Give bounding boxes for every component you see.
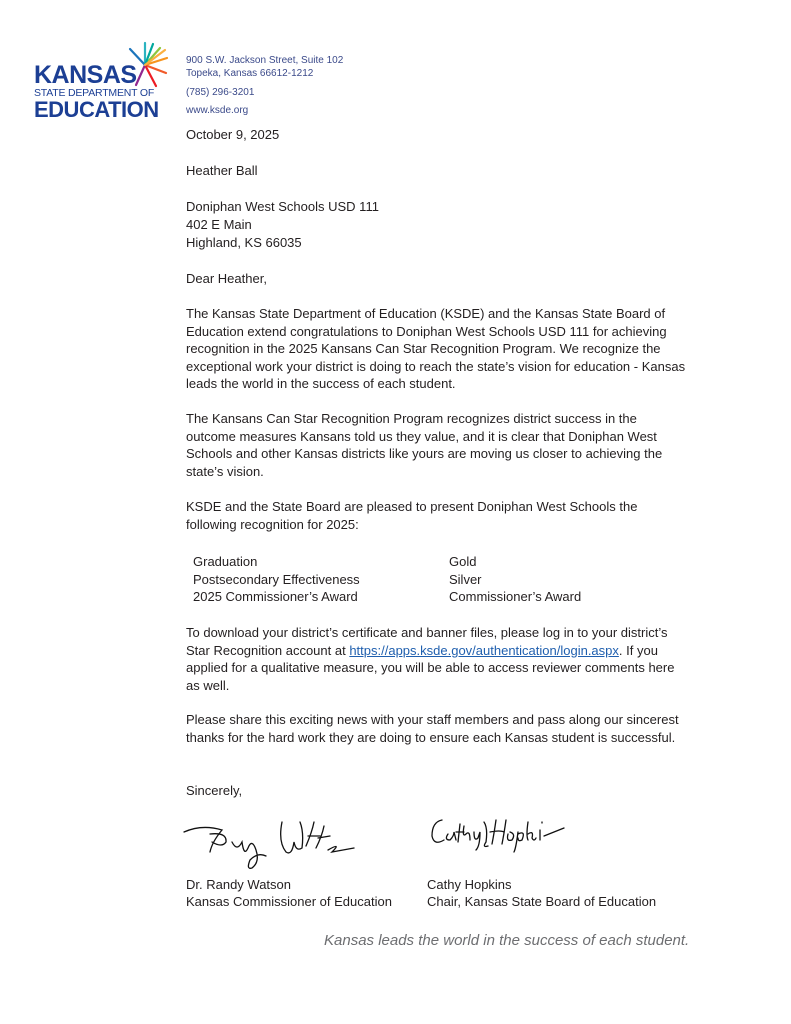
phone-number: (785) 296-3201 (186, 87, 255, 98)
website-link[interactable]: www.ksde.org (186, 105, 249, 116)
signer-1-title: Kansas Commissioner of Education (186, 894, 392, 909)
paragraph-4 (186, 624, 686, 694)
recognition-award: Commissioner’s Award (449, 589, 582, 604)
signer-1-name: Dr. Randy Watson (186, 877, 292, 892)
paragraph-3: KSDE and the State Board are pleased to present Doniphan West Schools the following recognition for 2025: (186, 499, 638, 532)
logo-kansas-text: KANSAS (34, 61, 137, 89)
recipient-city: Highland, KS 66035 (186, 235, 302, 250)
paragraph-5: Please share this exciting news with your staff members and pass along our sincerest thanks for the hard work they are doing to ensure each Kansas student is successful. (186, 712, 679, 745)
recognition-award: Gold (449, 554, 477, 569)
signer-2-name: Cathy Hopkins (427, 877, 512, 892)
login-link[interactable]: https://apps.ksde.gov/authentication/login.aspx (349, 642, 619, 658)
logo-state-dept-text: STATE DEPARTMENT OF (34, 87, 155, 99)
signer-2-title: Chair, Kansas State Board of Education (427, 894, 657, 909)
signature-randy-watson (182, 812, 357, 872)
letter-date: October 9, 2025 (186, 127, 280, 142)
recognition-table (193, 553, 613, 606)
logo-education-text: EDUCATION (34, 97, 159, 122)
recognition-measure: 2025 Commissioner’s Award (193, 589, 358, 604)
paragraph-4-text-end: . If you applied for a qualitative measure, you will be able to access reviewer comments here as well. (186, 642, 675, 693)
recipient-name: Heather Ball (186, 163, 258, 178)
recognition-row (193, 571, 613, 589)
recognition-row (193, 588, 613, 606)
paragraph-1: The Kansas State Department of Education (KSDE) and the Kansas State Board of Education extend congratulations to Doniphan West Schools USD 111 for achieving recognition in the 2025 Kansans Can Star Recognition Program. We recognize the exceptional work your district is doing to reach the state’s vision for education - Kansas leads the world in the success of each student. (186, 306, 686, 391)
recognition-award: Silver (449, 571, 482, 587)
recognition-measure: Postsecondary Effectiveness (193, 571, 360, 587)
paragraph-4-text: To download your district’s certificate and banner files, please log in to your district’s Star Recognition account at (186, 625, 668, 658)
signature-cathy-hopkins (428, 812, 568, 854)
recognition-row (193, 553, 613, 571)
address-line1: 900 S.W. Jackson Street, Suite 102 (186, 55, 344, 66)
recipient-street: 402 E Main (186, 217, 252, 232)
salutation: Dear Heather, (186, 271, 267, 286)
paragraph-2: The Kansans Can Star Recognition Program recognizes district success in the outcome measures Kansans told us they value, and it is clear that Doniphan West Schools and other Kansas districts like yours are moving us closer to achieving the state’s vision. (186, 411, 663, 479)
ksde-logo (34, 40, 174, 120)
footer-motto: Kansas leads the world in the success of each student. (324, 932, 690, 949)
closing: Sincerely, (186, 783, 243, 798)
recognition-measure: Graduation (193, 554, 258, 569)
recipient-org: Doniphan West Schools USD 111 (186, 199, 379, 214)
address-line2: Topeka, Kansas 66612-1212 (186, 68, 314, 79)
